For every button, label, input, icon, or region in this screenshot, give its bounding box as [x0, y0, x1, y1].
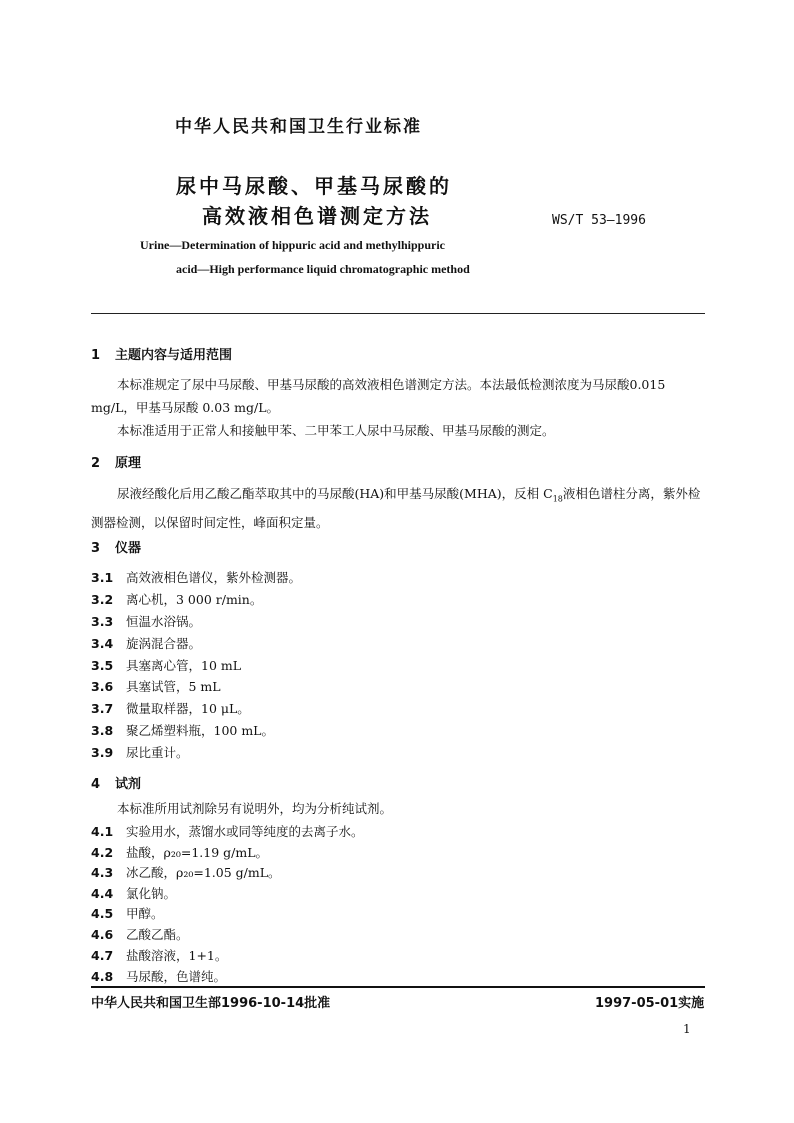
item-text: 甲醇。: [126, 906, 164, 921]
paragraph-text: 本标准所用试剂除另有说明外，均为分析纯试剂。: [117, 801, 393, 816]
item-text: 乙酸乙酯。: [126, 927, 189, 942]
list-item: [91, 904, 164, 922]
item-text: 实验用水，蒸馏水或同等纯度的去离子水。: [126, 824, 364, 839]
item-number: 3.5: [91, 658, 114, 673]
item-number: 3.6: [91, 679, 114, 694]
section-1-paragraph-1: [91, 373, 705, 419]
item-text: 具塞试管，5 mL: [126, 679, 221, 694]
english-title-line1: Urine—Determination of hippuric acid and methylhippuric: [140, 238, 446, 252]
section-number: 3: [91, 541, 101, 556]
section-number: 2: [91, 456, 101, 471]
list-item: [91, 699, 250, 717]
list-item: [91, 884, 176, 902]
section-number: 1: [91, 348, 101, 363]
section-1-paragraph-2: [91, 419, 705, 442]
item-number: 3.3: [91, 614, 114, 629]
approval-line: 中华人民共和国卫生部1996-10-14批准: [91, 996, 331, 1011]
item-number: 3.1: [91, 570, 114, 585]
section-4-intro: [91, 797, 705, 820]
item-number: 3.7: [91, 701, 114, 716]
item-number: 4.5: [91, 906, 114, 921]
item-number: 4.3: [91, 865, 114, 880]
section-number: 4: [91, 777, 101, 792]
footer-divider: [91, 986, 705, 988]
item-number: 3.9: [91, 745, 114, 760]
paragraph-text: 本标准规定了尿中马尿酸、甲基马尿酸的高效液相色谱测定方法。本法最低检测浓度为马尿酸0.015 mg/L，甲基马尿酸 0.03 mg/L。: [91, 377, 666, 415]
list-item: [91, 677, 221, 695]
section-1-heading: [91, 344, 232, 363]
item-text: 具塞离心管，10 mL: [126, 658, 242, 673]
item-text: 旋涡混合器。: [126, 636, 202, 651]
item-number: 4.4: [91, 886, 114, 901]
item-text: 氯化钠。: [126, 886, 177, 901]
section-2-paragraph: [91, 482, 705, 534]
standard-header: 中华人民共和国卫生行业标准: [175, 117, 422, 137]
list-item: [91, 590, 262, 608]
list-item: [91, 743, 189, 761]
section-title: 原理: [115, 456, 142, 471]
paragraph-text-b: 液相色谱柱分离，紫外检测器检测，以保留时间定性，峰面积定量。: [91, 486, 701, 530]
item-number: 4.1: [91, 824, 114, 839]
list-item: [91, 967, 226, 985]
section-4-heading: [91, 773, 141, 792]
list-item: [91, 822, 364, 840]
item-number: 4.2: [91, 845, 114, 860]
section-2-heading: [91, 452, 141, 471]
header-divider: [91, 313, 705, 314]
item-number: 4.6: [91, 927, 114, 942]
page-number: 1: [683, 1022, 691, 1036]
list-item: [91, 863, 281, 881]
item-number: 3.4: [91, 636, 114, 651]
list-item: [91, 843, 268, 861]
english-title-line2: acid—High performance liquid chromatographic method: [176, 262, 470, 276]
section-title: 试剂: [115, 777, 142, 792]
item-text: 聚乙烯塑料瓶，100 mL。: [126, 723, 274, 738]
item-text: 离心机，3 000 r/min。: [126, 592, 263, 607]
item-number: 3.8: [91, 723, 114, 738]
item-number: 3.2: [91, 592, 114, 607]
document-title-line2: 高效液相色谱测定方法: [202, 204, 432, 228]
list-item: [91, 634, 201, 652]
document-title-line1: 尿中马尿酸、甲基马尿酸的: [176, 174, 452, 198]
item-text: 微量取样器，10 μL。: [126, 701, 250, 716]
item-text: 冰乙酸，ρ₂₀=1.05 g/mL。: [126, 865, 281, 880]
standard-number: WS/T 53—1996: [552, 213, 646, 228]
paragraph-text-a: 尿液经酸化后用乙酸乙酯萃取其中的马尿酸(HA)和甲基马尿酸(MHA)，反相 C: [117, 486, 553, 501]
list-item: [91, 721, 274, 739]
item-text: 高效液相色谱仪，紫外检测器。: [126, 570, 302, 585]
item-number: 4.7: [91, 948, 114, 963]
list-item: [91, 946, 227, 964]
list-item: [91, 925, 189, 943]
item-text: 盐酸溶液，1+1。: [126, 948, 228, 963]
list-item: [91, 568, 301, 586]
paragraph-text: 本标准适用于正常人和接触甲苯、二甲苯工人尿中马尿酸、甲基马尿酸的测定。: [117, 423, 555, 438]
section-3-heading: [91, 537, 141, 556]
section-title: 仪器: [115, 541, 142, 556]
item-text: 盐酸，ρ₂₀=1.19 g/mL。: [126, 845, 269, 860]
item-text: 恒温水浴锅。: [126, 614, 202, 629]
implementation-date: 1997-05-01实施: [595, 996, 705, 1011]
section-title: 主题内容与适用范围: [115, 348, 233, 363]
subscript: 18: [552, 494, 563, 504]
item-number: 4.8: [91, 969, 114, 984]
list-item: [91, 656, 241, 674]
item-text: 尿比重计。: [126, 745, 189, 760]
item-text: 马尿酸，色谱纯。: [126, 969, 227, 984]
list-item: [91, 612, 201, 630]
